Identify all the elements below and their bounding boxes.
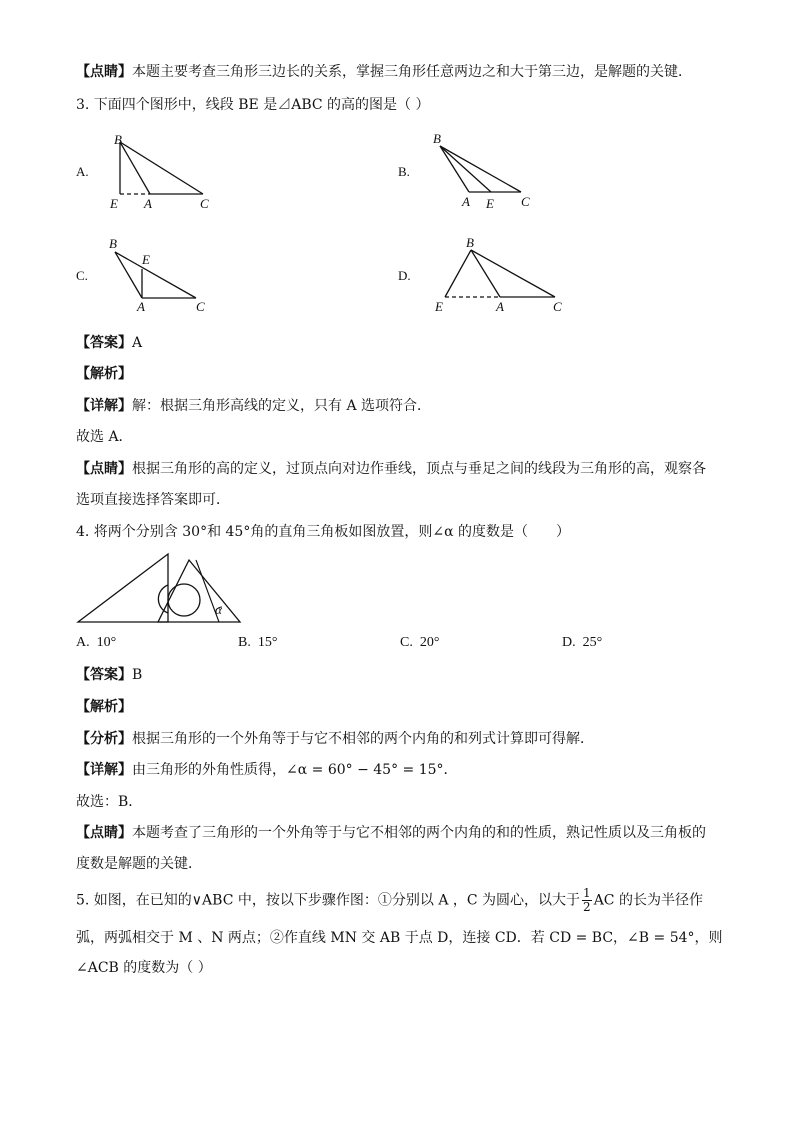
q4-answer (76, 665, 142, 685)
q3b-line-bc (440, 146, 521, 192)
q3d-line-be (445, 250, 471, 297)
q3d-point-c: C (553, 299, 562, 314)
answer-text: A (132, 335, 143, 351)
q4-conclusion: 故选：B． (76, 794, 143, 810)
q3d-point-b: B (466, 235, 474, 250)
q4-choice-c (400, 635, 439, 651)
q3b-point-a: A (462, 194, 470, 209)
q3b-line-be (440, 146, 491, 192)
review-paragraph-q2 (76, 62, 692, 82)
q4-alpha-label: α (215, 602, 222, 617)
q3-option-d-label: D. (398, 268, 411, 283)
q5-fraction (582, 887, 592, 914)
answer-tag: 【答案】 (76, 667, 132, 683)
q3-stem: 3. 下面四个图形中，线段 BE 是⊿ABC 的高的图是（ ） (76, 97, 430, 113)
q4-analysis-heading (76, 697, 132, 717)
choice-value: 25° (582, 635, 603, 650)
choice-label: B. (238, 635, 251, 650)
q3-option-b-label: B. (398, 164, 410, 179)
analysis-tag: 【解析】 (76, 699, 132, 715)
q3c-line-ba (115, 252, 142, 298)
fraction-numerator: 1 (583, 886, 591, 900)
choice-value: 15° (257, 635, 278, 650)
q3c-point-b: B (109, 236, 117, 251)
q3-conclusion: 故选 A． (76, 429, 133, 445)
analysis-tag: 【解析】 (76, 366, 132, 382)
choice-label: C. (400, 635, 413, 650)
q3-option-c-label: C. (76, 268, 88, 283)
q4-figure (76, 548, 246, 628)
choice-value: 10° (96, 635, 117, 650)
q3a-point-b: B (114, 132, 122, 147)
choice-label: A. (76, 635, 90, 650)
q3a-point-a: A (144, 196, 152, 211)
q3d-point-a: A (496, 299, 504, 314)
detail-text: 由三角形的外角性质得，∠α = 60° − 45° = 15°． (132, 762, 458, 778)
q3d-line-ba (471, 250, 500, 297)
q3-figure-c (100, 232, 220, 320)
review-tag: 【点睛】 (76, 461, 132, 477)
q3-detail (76, 396, 431, 416)
analysis-text: 根据三角形的一个外角等于与它不相邻的两个内角的和列式计算即可得解． (132, 731, 594, 747)
detail-text: 解：根据三角形高线的定义，只有 A 选项符合． (132, 398, 432, 414)
q3-review-line1 (76, 459, 706, 479)
q5-stem-line2: 弧，两弧相交于 M 、N 两点；②作直线 MN 交 AB 于点 D，连接 CD．若 CD = BC，∠B = 54°，则 (76, 930, 723, 946)
q3-figure-b (425, 128, 545, 213)
q4-review-line2: 度数是解题的关键． (76, 856, 202, 872)
q5-text-part1: 5. 如图，在已知的∨ABC 中，按以下步骤作图：①分别以 A ，C 为圆心，以大于 (76, 892, 581, 909)
q3-answer (76, 333, 142, 353)
q5-text-part2: AC 的长为半径作 (593, 892, 703, 909)
q4-choice-b (238, 635, 277, 651)
q4-choice-d (562, 635, 602, 651)
q3a-line-ba (120, 142, 150, 194)
q3c-point-c: C (196, 299, 205, 314)
answer-text: B (132, 667, 143, 683)
review-text: 根据三角形的高的定义，过顶点向对边作垂线，顶点与垂足之间的线段为三角形的高，观察各 (132, 461, 706, 477)
q4-review-line1 (76, 823, 706, 843)
q3-figure-d (425, 232, 575, 320)
q3d-point-e: E (435, 299, 443, 314)
q3-option-a-label: A. (76, 164, 89, 179)
review-text: 本题主要考查三角形三边长的关系，掌握三角形任意两边之和大于第三边，是解题的关键． (132, 64, 692, 80)
choice-label: D. (562, 635, 576, 650)
answer-tag: 【答案】 (76, 335, 132, 351)
q5-stem-line3: ∠ACB 的度数为（ ） (76, 960, 212, 976)
q4-hole-arc (158, 585, 168, 613)
q4-choice-a (76, 635, 116, 651)
q3-analysis-heading (76, 364, 132, 384)
q3b-point-b: B (433, 131, 441, 146)
review-tag: 【点睛】 (76, 64, 132, 80)
q4-analysis (76, 729, 594, 749)
q4-hole-circle (168, 584, 200, 616)
q3b-point-c: C (521, 194, 530, 209)
q3d-line-bc (471, 250, 555, 297)
q3c-point-e: E (142, 252, 150, 267)
fraction-denominator: 2 (583, 900, 591, 914)
q3a-point-c: C (200, 196, 209, 211)
detail-tag: 【详解】 (76, 398, 132, 414)
q4-triangle-30 (78, 554, 168, 622)
review-text: 本题考查了三角形的一个外角等于与它不相邻的两个内角的和的性质，熟记性质以及三角板的 (132, 825, 706, 841)
q4-detail (76, 760, 458, 780)
choice-value: 20° (419, 635, 440, 650)
q3a-line-bc (120, 142, 203, 194)
q3-review-line2: 选项直接选择答案即可． (76, 492, 230, 508)
q5-stem-line1 (76, 887, 703, 914)
q3c-line-bc (115, 252, 196, 298)
q3b-point-e: E (486, 196, 494, 211)
review-tag: 【点睛】 (76, 825, 132, 841)
detail-tag: 【详解】 (76, 762, 132, 778)
analysis-sub-tag: 【分析】 (76, 731, 132, 747)
q3c-point-a: A (137, 299, 145, 314)
q3a-point-e: E (110, 196, 118, 211)
q3-figure-a (100, 128, 230, 213)
q4-stem: 4. 将两个分别含 30°和 45°角的直角三角板如图放置，则∠α 的度数是（ ） (76, 524, 570, 540)
